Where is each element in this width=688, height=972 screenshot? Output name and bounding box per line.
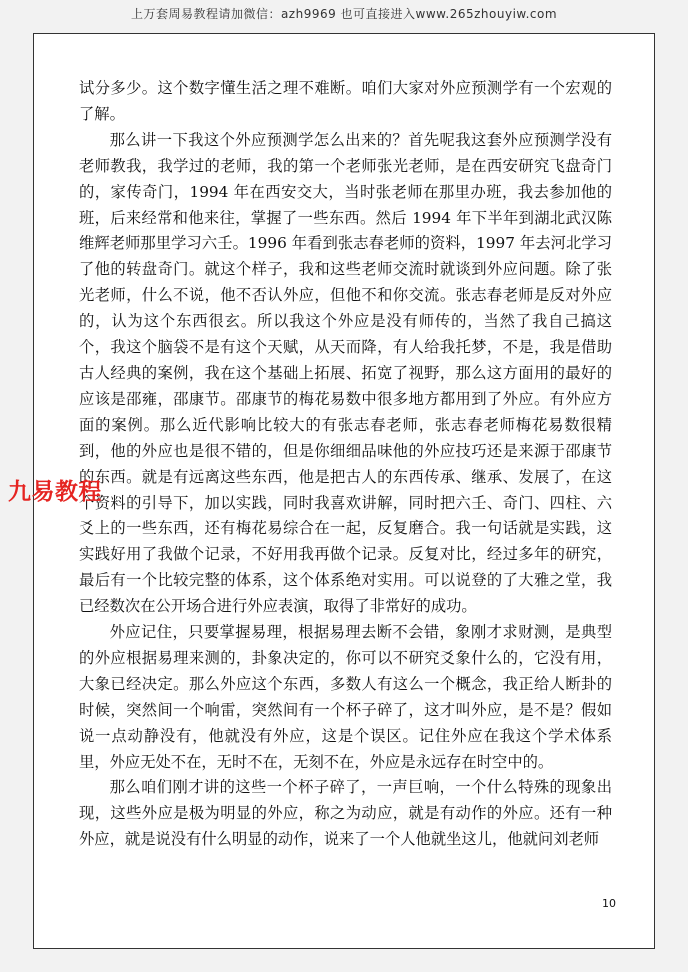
- watermark-logo: 九易教程: [8, 479, 102, 505]
- page-header: 上万套周易教程请加微信：azh9969 也可直接进入www.265zhouyiw.com: [130, 7, 558, 21]
- paragraph-continuation: 试分多少。这个数字懂生活之理不难断。咱们大家对外应预测学有一个宏观的了解。: [79, 79, 612, 123]
- paragraph-remember-waiying: 外应记住，只要掌握易理，根据易理去断不会错，象刚才求财测，是典型的外应根据易理来测的，卦象决定的，你可以不研究爻象什么的，它没有用，大象已经决定。那么外应这个东西，多数人有这么一个概念，我正给人断卦的时候，突然间一个响雷，突然间有一个杯子碎了，这才叫外应，是不是？假如说一点动静没有，他就没有外应，这是个误区。记住外应在我这个学术体系里，外应无处不在，无时不在，无刻不在，外应是永远存在时空中的。: [79, 623, 612, 771]
- document-page: [33, 33, 655, 949]
- paragraph-origin-of-method: 那么讲一下我这个外应预测学怎么出来的？首先呢我这套外应预测学没有老师教我，我学过的老师，我的第一个老师张光老师，是在西安研究飞盘奇门的，家传奇门，1994 年在西安交大，当时张老师在那里办班，我去参加他的班，后来经常和他来往，掌握了一些东西。然后 1994 年下半年到湖北武汉陈维辉老师那里学习六壬。1996 年看到张志春老师的资料，1997 年去河北学习了他的转盘奇门。就这个样子，我和这些老师交流时就谈到外应问题。除了张光老师，什么不说，他不否认外应，但他不和你交流。张志春老师是反对外应的，认为这个东西很玄。所以我这个外应是没有师传的，当然了我自己搞这个，我这个脑袋不是有这个天赋，从天而降，有人给我托梦，不是，我是借助古人经典的案例，我在这个基础上拓展、拓宽了视野，那么这方面用的最好的应该是邵雍，邵康节。邵康节的梅花易数中很多地方都用到了外应。有外应方面的案例。那么近代影响比较大的有张志春老师，张志春老师梅花易数很精到，他的外应也是很不错的，但是你细细品味他的外应技巧还是来源于邵康节的东西。就是有远离这些东西，他是把古人的东西传承、继承、发展了，在这个资料的引导下，加以实践，同时我喜欢讲解，同时把六壬、奇门、四柱、六爻上的一些东西，还有梅花易综合在一起，反复磨合。我一句话就是实践，这实践好用了我做个记录，不好用我再做个记录。反复对比，经过多年的研究，最后有一个比较完整的体系，这个体系绝对实用。可以说登的了大雅之堂，我已经数次在公开场合进行外应表演，取得了非常好的成功。: [79, 130, 612, 616]
- page-number: 10: [602, 897, 616, 910]
- paragraph-dynamic-waiying: 那么咱们刚才讲的这些一个杯子碎了，一声巨响，一个什么特殊的现象出现，这些外应是极为明显的外应，称之为动应，就是有动作的外应。还有一种外应，就是说没有什么明显的动作，说来了一个人他就坐这儿，他就问刘老师: [79, 778, 612, 849]
- document-body: [79, 76, 612, 853]
